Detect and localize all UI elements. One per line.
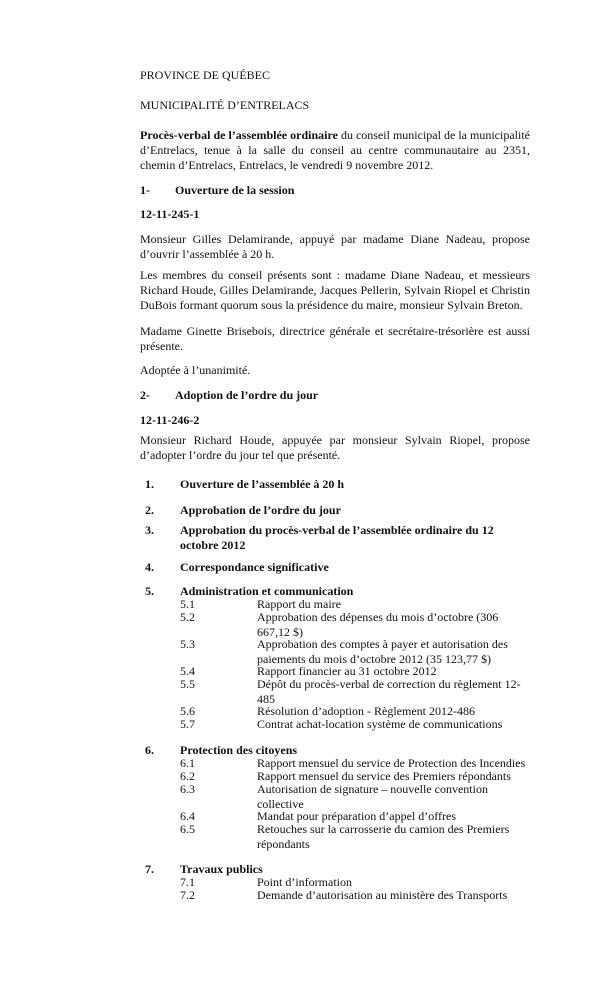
agenda-item-title: Approbation de l’ordre du jour	[180, 503, 341, 517]
subitem-number: 6.5	[180, 822, 195, 836]
subitem-number: 7.2	[180, 888, 195, 902]
section-1-number: 1-	[140, 183, 150, 197]
subitem-number: 5.1	[180, 597, 195, 611]
section-2-number: 2-	[140, 388, 150, 402]
municipality-heading: MUNICIPALITÉ D’ENTRELACS	[140, 98, 310, 112]
agenda-item-title: Administration et communication	[180, 584, 354, 598]
section-2-paragraph: Monsieur Richard Houde, appuyée par monsieur Sylvain Riopel, propose d’adopter l’ordre du jour tel que présenté.	[140, 433, 530, 462]
section-1-heading	[140, 183, 294, 198]
section-1-paragraph: Monsieur Gilles Delamirande, appuyé par madame Diane Nadeau, propose d’ouvrir l’assemblée à 20 h.	[140, 232, 530, 261]
subitem-number: 5.3	[180, 637, 195, 651]
intro-paragraph	[140, 128, 530, 173]
subitem-text: Autorisation de signature – nouvelle convention collective	[257, 782, 488, 811]
agenda-item-number: 2.	[145, 503, 154, 517]
subitem-number: 5.7	[180, 717, 195, 731]
agenda-item-title: Approbation du procès-verbal de l’assemblée ordinaire du 12 octobre 2012	[180, 523, 494, 552]
section-2-title: Adoption de l’ordre du jour	[175, 388, 319, 402]
agenda-item-number: 1.	[145, 477, 154, 491]
agenda-item-title: Travaux publics	[180, 862, 263, 876]
agenda-item-number: 6.	[145, 743, 154, 757]
subitem-number: 7.1	[180, 875, 195, 889]
subitem-text: Rapport mensuel du service des Premiers répondants	[257, 769, 511, 783]
intro-bold-text: Procès-verbal de l’assemblée ordinaire	[140, 128, 338, 142]
subitem-text: Point d’information	[257, 875, 352, 889]
agenda-item-number: 3.	[145, 523, 154, 537]
agenda-item-number: 4.	[145, 560, 154, 574]
agenda-item-title: Protection des citoyens	[180, 743, 298, 757]
agenda-item-number: 7.	[145, 862, 154, 876]
subitem-text: Résolution d’adoption - Règlement 2012-486	[257, 704, 475, 718]
resolution-number: 12-11-246-2	[140, 413, 200, 427]
subitem-text: Retouches sur la carrosserie du camion des Premiers répondants	[257, 822, 510, 851]
agenda-item-number: 5.	[145, 584, 154, 598]
subitem-text: Approbation des comptes à payer et autorisation des paiements du mois d’octobre 2012 (35 123,77 $)	[257, 637, 508, 666]
subitem-text: Mandat pour préparation d’appel d’offres	[257, 809, 457, 823]
resolution-number: 12-11-245-1	[140, 207, 200, 221]
section-1-paragraph: Les membres du conseil présents sont : madame Diane Nadeau, et messieurs Richard Houde, Gilles Delamirande, Jacques Pellerin, Sylvain Riopel et Christin DuBois formant quorum sous la présidence du maire, monsieur Sylvain Breton.	[140, 268, 530, 312]
agenda-item-title: Ouverture de l’assemblée à 20 h	[180, 477, 345, 491]
subitem-number: 6.4	[180, 809, 195, 823]
subitem-text: Rapport financier au 31 octobre 2012	[257, 664, 437, 678]
subitem-text: Contrat achat-location système de communications	[257, 717, 503, 731]
subitem-text: Dépôt du procès-verbal de correction du règlement 12-485	[257, 677, 521, 706]
section-1-title: Ouverture de la session	[175, 183, 295, 197]
subitem-number: 6.3	[180, 782, 195, 796]
subitem-number: 5.2	[180, 610, 195, 624]
section-1-paragraph: Adoptée à l’unanimité.	[140, 363, 251, 377]
agenda-item-title: Correspondance significative	[180, 560, 329, 574]
subitem-text: Rapport mensuel du service de Protection des Incendies	[257, 756, 526, 770]
subitem-number: 5.4	[180, 664, 195, 678]
section-2-heading	[140, 388, 318, 403]
province-heading: PROVINCE DE QUÉBEC	[140, 68, 271, 82]
subitem-number: 5.6	[180, 704, 195, 718]
intro-text: du conseil municipal de la municipalité d’Entrelacs, tenue à la salle du conseil au centre communautaire au 2351, chemin d’Entrelacs, Entrelacs, le vendredi 9 novembre 2012.	[140, 128, 530, 172]
section-1-paragraph: Madame Ginette Brisebois, directrice générale et secrétaire-trésorière est aussi présente.	[140, 324, 530, 353]
subitem-text: Rapport du maire	[257, 597, 341, 611]
subitem-number: 6.2	[180, 769, 195, 783]
subitem-number: 6.1	[180, 756, 195, 770]
subitem-number: 5.5	[180, 677, 195, 691]
subitem-text: Demande d’autorisation au ministère des Transports	[257, 888, 508, 902]
subitem-text: Approbation des dépenses du mois d’octobre (306 667,12 $)	[257, 610, 499, 639]
